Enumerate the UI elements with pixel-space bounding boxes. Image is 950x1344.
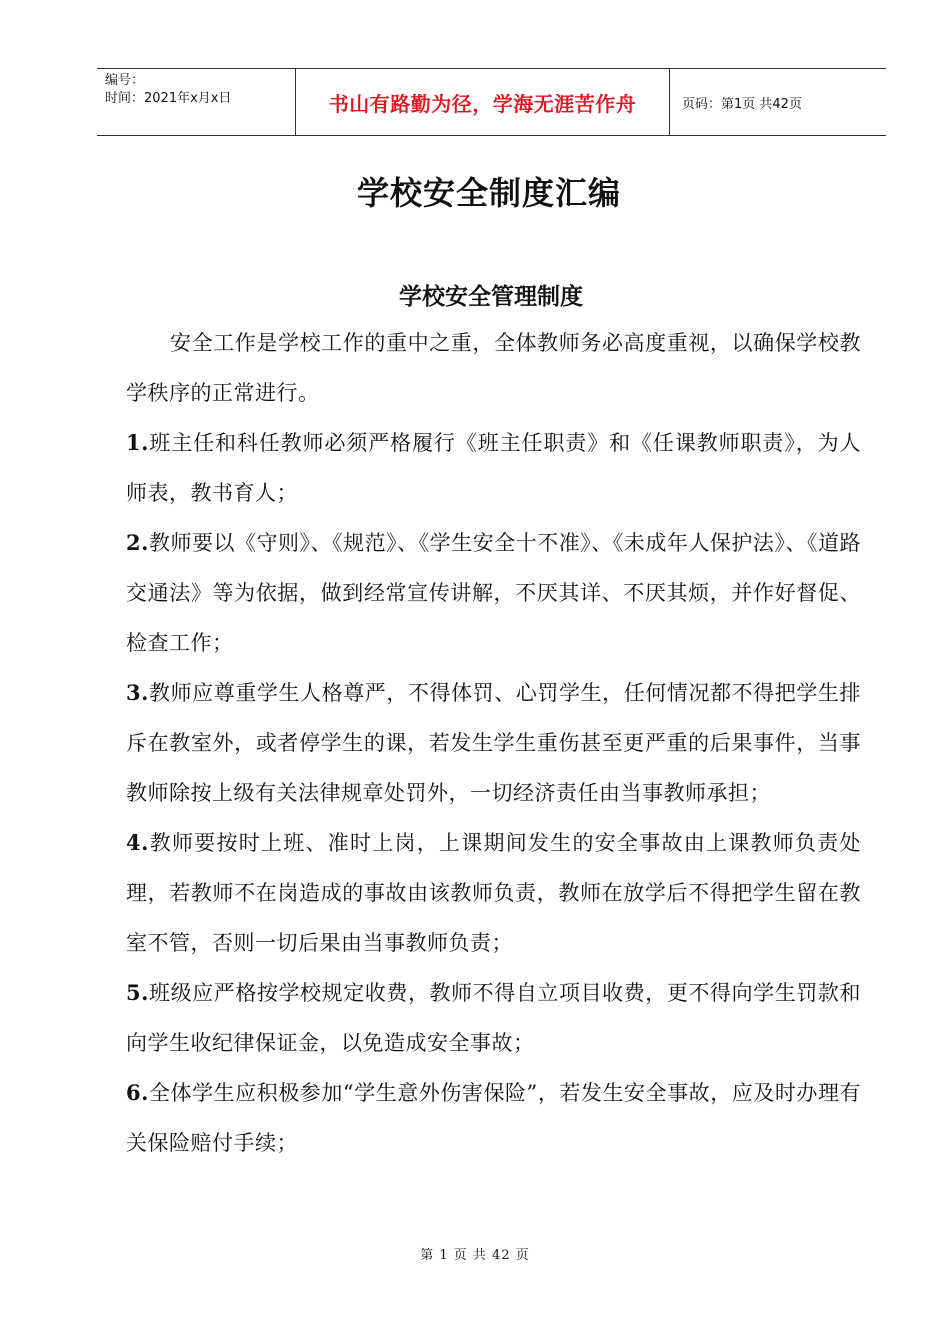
page-footer: 第 1 页 共 42 页 (420, 1248, 530, 1263)
document-title: 学校安全制度汇编 (356, 174, 621, 212)
rule-item-1 (126, 418, 861, 518)
header-number-label: 编号： (105, 73, 145, 88)
header-motto: 书山有路勤为径，学海无涯苦作舟 (296, 69, 670, 135)
rule-text: 教师应尊重学生人格尊严，不得体罚、心罚学生，任何情况都不得把学生排斥在教室外，或者停学生的课，若发生学生重伤甚至更严重的后果事件，当事教师除按上级有关法律规章处罚外，一切经济责任由当事教师承担； (126, 681, 861, 805)
rule-text: 教师要以《守则》、《规范》、《学生安全十不准》、《未成年人保护法》、《道路交通法》等为依据，做到经常宣传讲解，不厌其详、不厌其烦，并作好督促、检查工作； (126, 531, 861, 655)
header-page-info: 页码：第1页 共42页 (682, 96, 802, 112)
intro-paragraph: 安全工作是学校工作的重中之重，全体教师务必高度重视，以确保学校教学秩序的正常进行。 (126, 331, 861, 405)
rule-text: 班级应严格按学校规定收费，教师不得自立项目收费，更不得向学生罚款和向学生收纪律保证金，以免造成安全事故； (126, 981, 861, 1055)
rule-number: 4. (126, 830, 149, 855)
rule-item-5 (126, 968, 861, 1068)
rule-item-3 (126, 668, 861, 818)
rule-text: 全体学生应积极参加“学生意外伤害保险”，若发生安全事故，应及时办理有关保险赔付手续； (126, 1081, 861, 1155)
rule-number: 5. (126, 980, 149, 1005)
header-date: 时间：2021年x月x日 (105, 91, 232, 106)
header-meta (97, 69, 296, 135)
rule-item-6 (126, 1068, 861, 1168)
section-title: 学校安全管理制度 (399, 284, 583, 310)
document-body (126, 318, 861, 1168)
rule-item-4 (126, 818, 861, 968)
rule-number: 6. (126, 1080, 149, 1105)
rule-item-2 (126, 518, 861, 668)
rule-number: 3. (126, 680, 149, 705)
rule-text: 教师要按时上班、准时上岗，上课期间发生的安全事故由上课教师负责处理，若教师不在岗造成的事故由该教师负责，教师在放学后不得把学生留在教室不管，否则一切后果由当事教师负责； (126, 831, 861, 955)
rule-text: 班主任和科任教师必须严格履行《班主任职责》和《任课教师职责》，为人师表，教书育人； (126, 431, 861, 505)
page-header (97, 68, 886, 136)
rule-number: 1. (126, 430, 149, 455)
rule-number: 2. (126, 530, 149, 555)
